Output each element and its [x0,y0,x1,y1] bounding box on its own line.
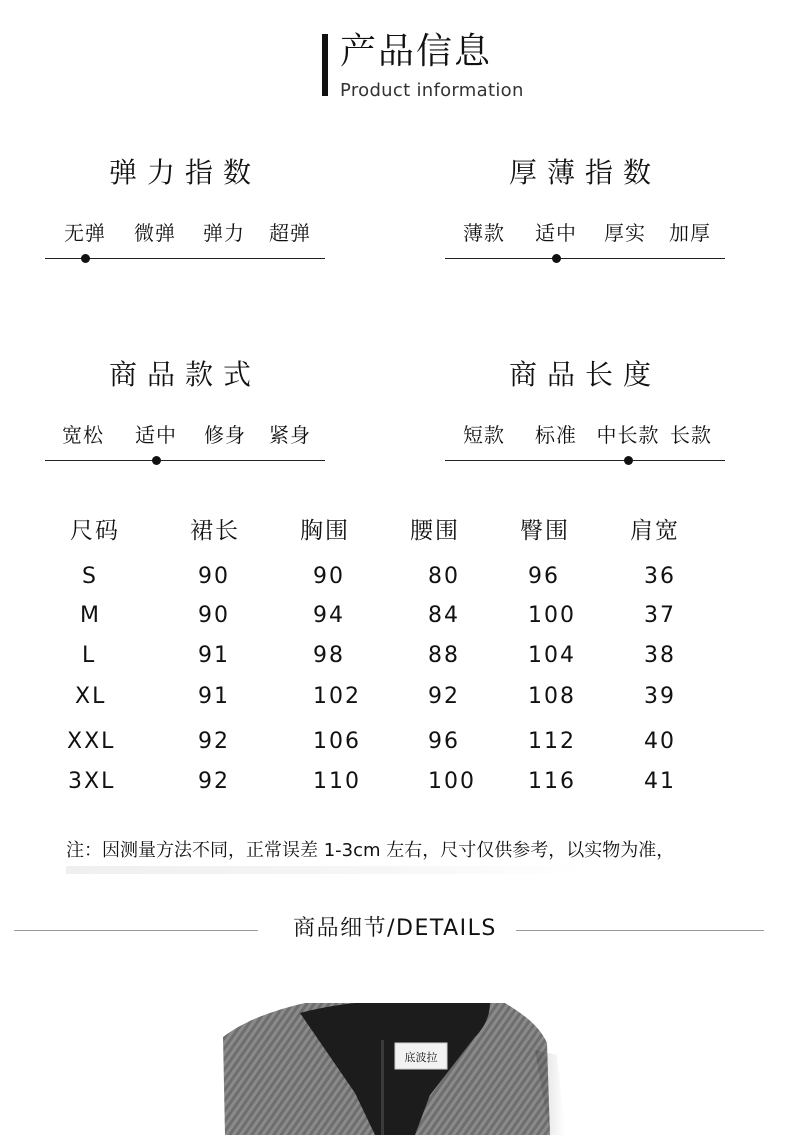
product-photo [205,995,565,1135]
column-header: 尺码 [70,518,120,544]
indicator-option: 紧身 [269,423,311,447]
page-subtitle: Product information [340,80,524,101]
measurement-note: 注：因测量方法不同，正常误差 1-3cm 左右，尺寸仅供参考，以实物为准， [66,840,675,861]
indicator-option: 宽松 [62,423,104,447]
table-cell: 84 [428,603,460,628]
table-cell: 91 [198,684,230,709]
table-cell: M [80,603,101,628]
table-cell: XL [75,684,107,709]
indicator-marker [152,456,161,465]
table-cell: 100 [428,769,476,794]
table-cell: 110 [313,769,361,794]
table-row [60,682,740,712]
faded-text-strip [66,866,586,874]
length-indicator [445,358,725,468]
table-cell: 90 [198,564,230,589]
table-cell: 41 [644,769,676,794]
table-cell: 37 [644,603,676,628]
table-row [60,767,740,797]
indicator-option: 适中 [135,423,177,447]
indicator-scale-line [445,258,725,259]
indicator-title: 厚薄指数 [508,156,661,189]
indicator-option: 厚实 [604,221,646,245]
indicator-marker [624,456,633,465]
table-cell: 38 [644,643,676,668]
table-header-row [60,516,740,546]
indicator-scale-line [45,460,325,461]
indicator-option: 超弹 [269,221,311,245]
table-cell: S [82,564,98,589]
table-cell: 96 [528,564,560,589]
table-cell: 3XL [68,769,116,794]
table-cell: 90 [313,564,345,589]
table-row [60,601,740,631]
indicator-option: 加厚 [669,221,711,245]
table-cell: L [82,643,97,668]
indicator-option: 适中 [535,221,577,245]
indicator-options [445,422,725,448]
indicator-option: 中长款 [596,423,660,447]
column-header: 臀围 [520,518,570,544]
indicator-option: 修身 [204,423,246,447]
table-cell: 112 [528,729,576,754]
column-header: 腰围 [410,518,460,544]
page-title: 产品信息 [340,31,493,72]
indicator-marker [81,254,90,263]
table-cell: 90 [198,603,230,628]
table-cell: 92 [198,729,230,754]
indicator-title: 弹力指数 [108,156,261,189]
table-cell: 100 [528,603,576,628]
details-section-title: 商品细节/DETAILS [293,916,497,941]
table-cell: 88 [428,643,460,668]
table-cell: 116 [528,769,576,794]
indicator-options [45,422,325,448]
table-cell: 36 [644,564,676,589]
table-row [60,562,740,592]
table-cell: 80 [428,564,460,589]
column-header: 裙长 [190,518,240,544]
thickness-indicator [445,156,725,266]
indicator-scale-line [445,460,725,461]
table-cell: 92 [198,769,230,794]
brand-label-text: 底波拉 [404,1051,438,1064]
indicator-title: 商品长度 [508,358,661,391]
indicator-options [445,220,725,246]
indicator-options [45,220,325,246]
table-row [60,727,740,757]
table-row [60,641,740,671]
vest-illustration [205,995,565,1135]
indicator-option: 长款 [670,423,712,447]
column-header: 胸围 [300,518,350,544]
table-cell: 96 [428,729,460,754]
indicator-marker [552,254,561,263]
indicator-option: 薄款 [463,221,505,245]
divider-right [516,930,764,931]
indicator-option: 短款 [463,423,505,447]
indicator-option: 微弹 [134,221,176,245]
header-accent-bar [322,34,328,96]
indicator-option: 弹力 [203,221,245,245]
table-cell: XXL [67,729,116,754]
table-cell: 102 [313,684,361,709]
elasticity-indicator [45,156,325,266]
table-cell: 104 [528,643,576,668]
table-cell: 40 [644,729,676,754]
table-cell: 39 [644,684,676,709]
indicator-title: 商品款式 [108,358,261,391]
table-cell: 108 [528,684,576,709]
indicator-option: 无弹 [64,221,106,245]
table-cell: 92 [428,684,460,709]
column-header: 肩宽 [630,518,680,544]
table-cell: 106 [313,729,361,754]
indicator-option: 标准 [535,423,577,447]
fit-style-indicator [45,358,325,468]
table-cell: 94 [313,603,345,628]
zipper [381,1040,384,1135]
table-cell: 98 [313,643,345,668]
table-cell: 91 [198,643,230,668]
